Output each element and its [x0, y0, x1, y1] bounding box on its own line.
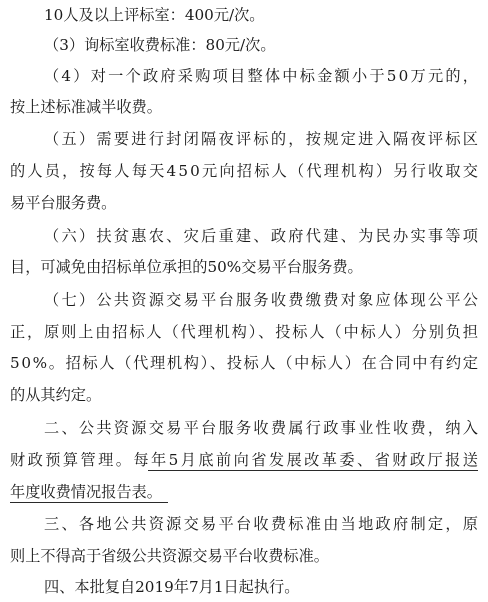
text-line: 正，原则上由招标人（代理机构）、投标人（中标人）分别负担 — [10, 323, 480, 341]
text-line: 目，可减免由招标单位承担的50%交易平台服务费。 — [10, 258, 363, 276]
text-line: 50%。招标人（代理机构）、投标人（中标人）在合同中有约定 — [10, 354, 480, 372]
text-line: 则上不得高于省级公共资源交易平台收费标准。 — [10, 547, 329, 565]
text-line: 四、本批复自2019年7月1日起执行。 — [44, 578, 300, 596]
text-line: （3）询标室收费标准：80元/次。 — [44, 36, 276, 54]
text-line: 三、各地公共资源交易平台收费标准由当地政府制定，原 — [44, 515, 481, 533]
text-line: 的从其约定。 — [10, 386, 102, 404]
text-line: 的人员，按每人每天450元向招标人（代理机构）另行收取交 — [10, 162, 481, 180]
highlight-underline — [148, 470, 478, 471]
text-line: （六）扶贫惠农、灾后重建、政府代建、为民办实事等项 — [44, 227, 481, 245]
text-line: 二、公共资源交易平台服务收费属行政事业性收费，纳入 — [44, 419, 481, 437]
text-line: 财政预算管理。每年5月底前向省发展改革委、省财政厅报送 — [10, 451, 481, 469]
highlight-underline — [10, 502, 168, 503]
text-line: 按上述标准减半收费。 — [10, 98, 162, 116]
text-line: 年度收费情况报告表。 — [10, 483, 162, 501]
text-line: （七）公共资源交易平台服务收费缴费对象应体现公平公 — [44, 291, 481, 309]
text-line: （4）对一个政府采购项目整体中标金额小于50万元的， — [44, 67, 481, 85]
text-line: 易平台服务费。 — [10, 194, 117, 212]
text-line: 10人及以上评标室：400元/次。 — [44, 6, 265, 24]
text-line: （五）需要进行封闭隔夜评标的，按规定进入隔夜评标区 — [44, 130, 481, 148]
